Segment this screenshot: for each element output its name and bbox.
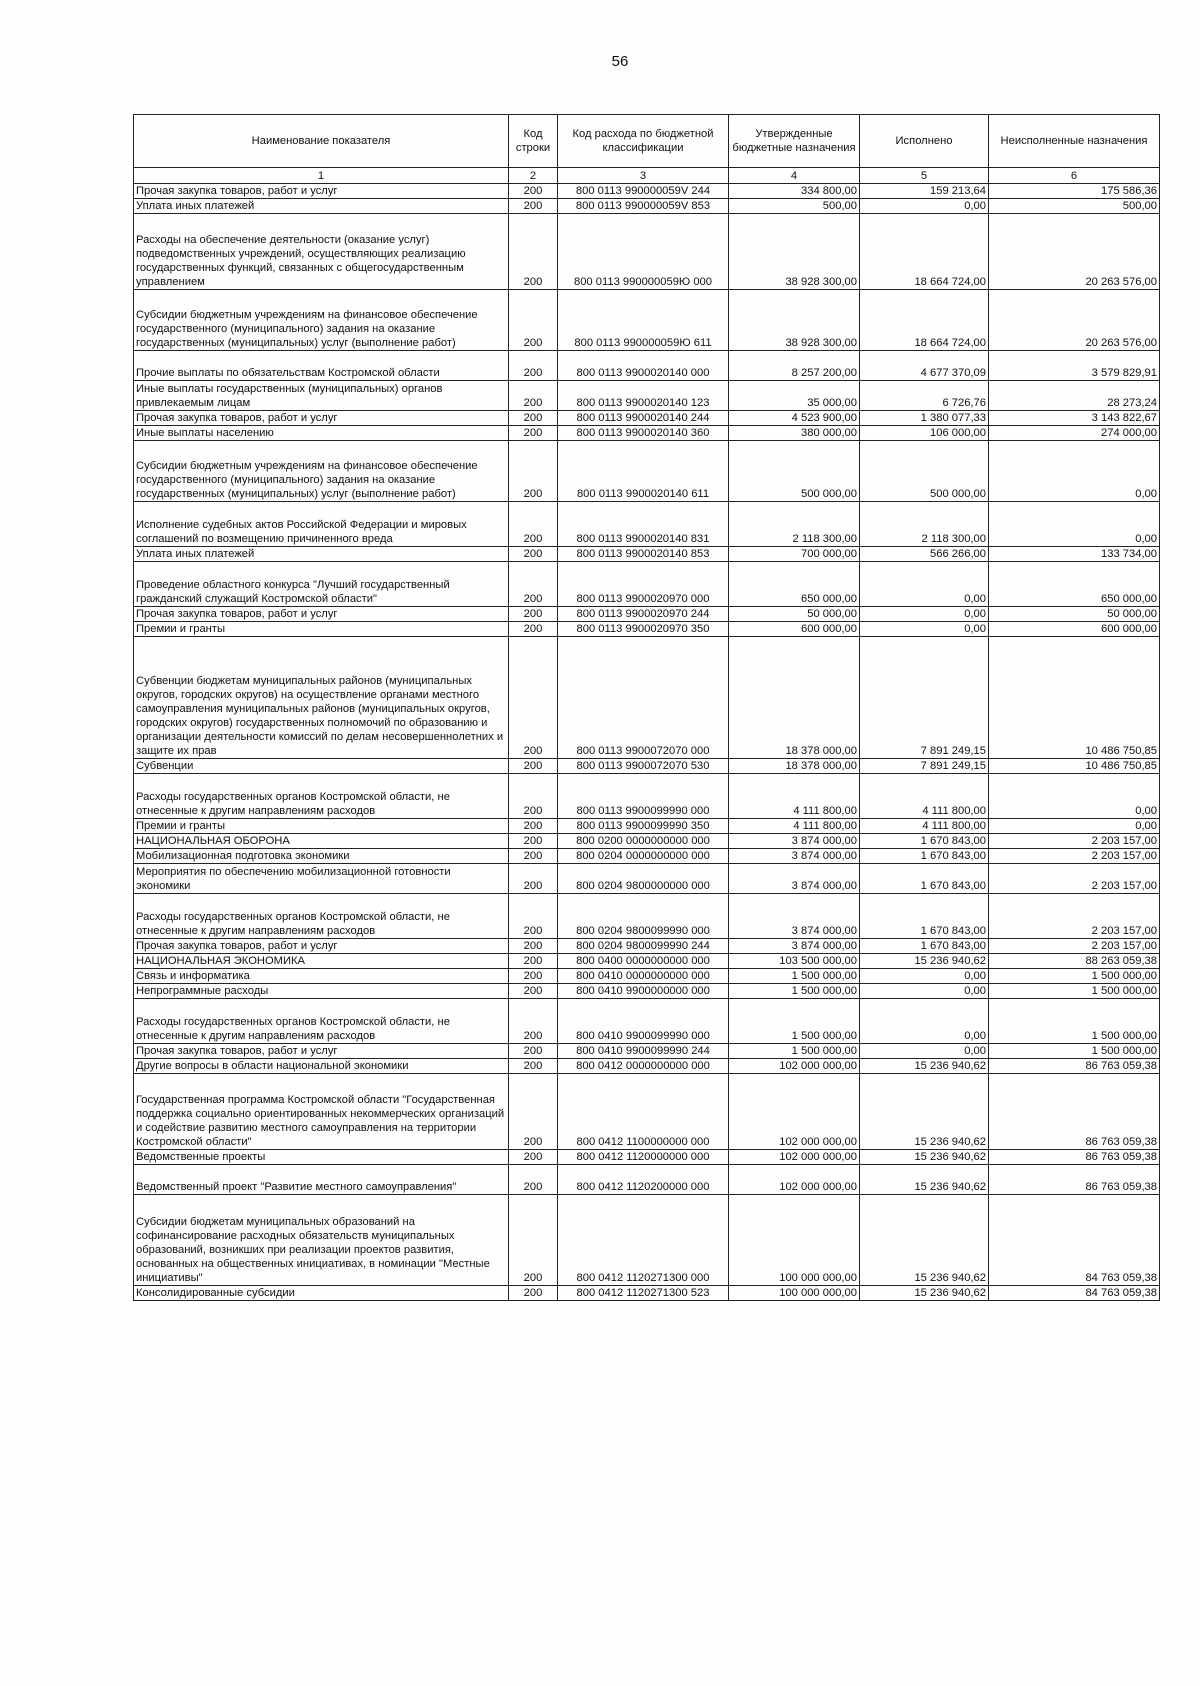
column-number-row [134, 168, 1160, 184]
row-name: Иные выплаты населению [134, 426, 509, 441]
table-row [134, 969, 1160, 984]
row-name: Прочие выплаты по обязательствам Костромской области [134, 351, 509, 381]
row-budget-code: 800 0204 9800000000 000 [558, 864, 729, 894]
table-row [134, 502, 1160, 547]
table-row [134, 622, 1160, 637]
row-unexecuted: 20 263 576,00 [989, 214, 1160, 290]
header-executed: Исполнено [860, 115, 989, 168]
row-budget-code: 800 0113 9900020140 000 [558, 351, 729, 381]
row-approved: 4 523 900,00 [729, 411, 860, 426]
table-row [134, 894, 1160, 939]
row-approved: 102 000 000,00 [729, 1059, 860, 1074]
table-row [134, 637, 1160, 759]
row-line-code: 200 [509, 954, 558, 969]
row-unexecuted: 84 763 059,38 [989, 1286, 1160, 1301]
row-name: Прочая закупка товаров, работ и услуг [134, 607, 509, 622]
row-line-code: 200 [509, 774, 558, 819]
row-unexecuted: 2 203 157,00 [989, 834, 1160, 849]
row-line-code: 200 [509, 1044, 558, 1059]
row-name: Расходы государственных органов Костромской области, не отнесенные к другим направлениям расходов [134, 774, 509, 819]
table-row [134, 819, 1160, 834]
budget-execution-table [133, 114, 1160, 1301]
row-executed: 1 670 843,00 [860, 849, 989, 864]
row-line-code: 200 [509, 864, 558, 894]
row-name: Государственная программа Костромской области "Государственная поддержка социально ориентированных некоммерческих организаций и содействие развитию местного самоуправления на территории Костромской области" [134, 1074, 509, 1150]
row-unexecuted: 500,00 [989, 199, 1160, 214]
column-number: 3 [558, 168, 729, 184]
header-line-code: Код строки [509, 115, 558, 168]
row-budget-code: 800 0113 9900020970 244 [558, 607, 729, 622]
table-row [134, 774, 1160, 819]
table-row [134, 1195, 1160, 1286]
row-unexecuted: 84 763 059,38 [989, 1195, 1160, 1286]
row-name: Прочая закупка товаров, работ и услуг [134, 184, 509, 199]
row-executed: 106 000,00 [860, 426, 989, 441]
row-executed: 4 677 370,09 [860, 351, 989, 381]
row-unexecuted: 1 500 000,00 [989, 1044, 1160, 1059]
row-name: Связь и информатика [134, 969, 509, 984]
row-executed: 4 111 800,00 [860, 819, 989, 834]
row-line-code: 200 [509, 381, 558, 411]
row-executed: 1 670 843,00 [860, 939, 989, 954]
row-budget-code: 800 0113 990000059V 244 [558, 184, 729, 199]
row-unexecuted: 86 763 059,38 [989, 1150, 1160, 1165]
row-name: Иные выплаты государственных (муниципальных) органов привлекаемым лицам [134, 381, 509, 411]
row-approved: 3 874 000,00 [729, 849, 860, 864]
column-number: 4 [729, 168, 860, 184]
table-row [134, 759, 1160, 774]
row-budget-code: 800 0113 9900072070 530 [558, 759, 729, 774]
row-approved: 3 874 000,00 [729, 939, 860, 954]
row-line-code: 200 [509, 1286, 558, 1301]
column-number: 1 [134, 168, 509, 184]
row-executed: 0,00 [860, 607, 989, 622]
table-row [134, 547, 1160, 562]
row-approved: 102 000 000,00 [729, 1074, 860, 1150]
row-line-code: 200 [509, 290, 558, 351]
row-name: НАЦИОНАЛЬНАЯ ОБОРОНА [134, 834, 509, 849]
row-executed: 0,00 [860, 199, 989, 214]
row-line-code: 200 [509, 999, 558, 1044]
report-sheet [133, 114, 1160, 1301]
table-row [134, 1074, 1160, 1150]
row-line-code: 200 [509, 1165, 558, 1195]
row-line-code: 200 [509, 939, 558, 954]
row-name: Проведение областного конкурса "Лучший государственный гражданский служащий Костромской области" [134, 562, 509, 607]
row-executed: 15 236 940,62 [860, 1286, 989, 1301]
row-unexecuted: 0,00 [989, 819, 1160, 834]
row-approved: 8 257 200,00 [729, 351, 860, 381]
row-executed: 0,00 [860, 562, 989, 607]
row-name: Прочая закупка товаров, работ и услуг [134, 411, 509, 426]
row-budget-code: 800 0410 9900099990 244 [558, 1044, 729, 1059]
row-executed: 0,00 [860, 969, 989, 984]
row-budget-code: 800 0204 0000000000 000 [558, 849, 729, 864]
row-line-code: 200 [509, 441, 558, 502]
row-executed: 7 891 249,15 [860, 759, 989, 774]
row-name: Исполнение судебных актов Российской Федерации и мировых соглашений по возмещению причиненного вреда [134, 502, 509, 547]
row-line-code: 200 [509, 411, 558, 426]
row-unexecuted: 2 203 157,00 [989, 939, 1160, 954]
row-unexecuted: 10 486 750,85 [989, 637, 1160, 759]
row-budget-code: 800 0113 9900020140 123 [558, 381, 729, 411]
page-number: 56 [611, 53, 629, 70]
row-name: Субвенции бюджетам муниципальных районов (муниципальных округов, городских округов) на осуществление органами местного самоуправления муниципальных районов (муниципальных округов, городских округов) государственных полномочий по образованию и организации деятельности комиссий по делам несовершеннолетних и защите их прав [134, 637, 509, 759]
row-name: Мероприятия по обеспечению мобилизационной готовности экономики [134, 864, 509, 894]
row-budget-code: 800 0113 990000059Ю 000 [558, 214, 729, 290]
table-body [134, 184, 1160, 1301]
row-line-code: 200 [509, 547, 558, 562]
table-row [134, 864, 1160, 894]
row-unexecuted: 133 734,00 [989, 547, 1160, 562]
header-name: Наименование показателя [134, 115, 509, 168]
row-unexecuted: 650 000,00 [989, 562, 1160, 607]
row-budget-code: 800 0412 1120200000 000 [558, 1165, 729, 1195]
row-approved: 1 500 000,00 [729, 984, 860, 999]
table-row [134, 411, 1160, 426]
row-line-code: 200 [509, 562, 558, 607]
row-line-code: 200 [509, 894, 558, 939]
row-executed: 15 236 940,62 [860, 1150, 989, 1165]
row-unexecuted: 3 143 822,67 [989, 411, 1160, 426]
row-name: НАЦИОНАЛЬНАЯ ЭКОНОМИКА [134, 954, 509, 969]
row-unexecuted: 175 586,36 [989, 184, 1160, 199]
row-budget-code: 800 0113 9900020140 853 [558, 547, 729, 562]
row-line-code: 200 [509, 351, 558, 381]
row-budget-code: 800 0412 1100000000 000 [558, 1074, 729, 1150]
row-executed: 15 236 940,62 [860, 1074, 989, 1150]
row-budget-code: 800 0113 9900020140 611 [558, 441, 729, 502]
row-approved: 50 000,00 [729, 607, 860, 622]
row-line-code: 200 [509, 969, 558, 984]
row-approved: 334 800,00 [729, 184, 860, 199]
row-line-code: 200 [509, 214, 558, 290]
row-budget-code: 800 0113 9900020970 000 [558, 562, 729, 607]
row-unexecuted: 1 500 000,00 [989, 969, 1160, 984]
table-row [134, 381, 1160, 411]
row-approved: 1 500 000,00 [729, 969, 860, 984]
row-unexecuted: 1 500 000,00 [989, 984, 1160, 999]
row-approved: 102 000 000,00 [729, 1150, 860, 1165]
row-approved: 4 111 800,00 [729, 774, 860, 819]
row-budget-code: 800 0113 9900020140 360 [558, 426, 729, 441]
row-unexecuted: 600 000,00 [989, 622, 1160, 637]
row-executed: 0,00 [860, 999, 989, 1044]
row-executed: 0,00 [860, 622, 989, 637]
row-line-code: 200 [509, 199, 558, 214]
row-approved: 380 000,00 [729, 426, 860, 441]
row-budget-code: 800 0410 9900000000 000 [558, 984, 729, 999]
row-executed: 2 118 300,00 [860, 502, 989, 547]
row-executed: 6 726,76 [860, 381, 989, 411]
column-number: 2 [509, 168, 558, 184]
row-approved: 38 928 300,00 [729, 214, 860, 290]
row-budget-code: 800 0412 0000000000 000 [558, 1059, 729, 1074]
row-budget-code: 800 0410 9900099990 000 [558, 999, 729, 1044]
row-name: Уплата иных платежей [134, 547, 509, 562]
row-line-code: 200 [509, 1059, 558, 1074]
row-name: Субвенции [134, 759, 509, 774]
row-line-code: 200 [509, 1150, 558, 1165]
row-name: Субсидии бюджетным учреждениям на финансовое обеспечение государственного (муниципального) задания на оказание государственных (муниципальных) услуг (выполнение работ) [134, 290, 509, 351]
row-unexecuted: 20 263 576,00 [989, 290, 1160, 351]
row-approved: 100 000 000,00 [729, 1286, 860, 1301]
row-unexecuted: 1 500 000,00 [989, 999, 1160, 1044]
row-unexecuted: 2 203 157,00 [989, 849, 1160, 864]
row-executed: 1 670 843,00 [860, 834, 989, 849]
row-line-code: 200 [509, 819, 558, 834]
row-name: Другие вопросы в области национальной экономики [134, 1059, 509, 1074]
row-name: Премии и гранты [134, 622, 509, 637]
table-row [134, 939, 1160, 954]
row-approved: 600 000,00 [729, 622, 860, 637]
row-line-code: 200 [509, 759, 558, 774]
row-approved: 1 500 000,00 [729, 1044, 860, 1059]
row-line-code: 200 [509, 184, 558, 199]
table-header-row [134, 115, 1160, 168]
table-row [134, 426, 1160, 441]
row-name: Консолидированные субсидии [134, 1286, 509, 1301]
row-executed: 1 670 843,00 [860, 864, 989, 894]
row-name: Премии и гранты [134, 819, 509, 834]
table-row [134, 1286, 1160, 1301]
table-row [134, 1165, 1160, 1195]
table-row [134, 849, 1160, 864]
row-unexecuted: 86 763 059,38 [989, 1074, 1160, 1150]
row-budget-code: 800 0113 9900020140 831 [558, 502, 729, 547]
row-name: Прочая закупка товаров, работ и услуг [134, 939, 509, 954]
row-name: Непрограммные расходы [134, 984, 509, 999]
row-executed: 15 236 940,62 [860, 1165, 989, 1195]
row-unexecuted: 0,00 [989, 774, 1160, 819]
row-line-code: 200 [509, 607, 558, 622]
table-row [134, 351, 1160, 381]
row-budget-code: 800 0400 0000000000 000 [558, 954, 729, 969]
row-approved: 4 111 800,00 [729, 819, 860, 834]
row-approved: 3 874 000,00 [729, 864, 860, 894]
column-number: 5 [860, 168, 989, 184]
row-unexecuted: 86 763 059,38 [989, 1059, 1160, 1074]
row-line-code: 200 [509, 834, 558, 849]
row-approved: 102 000 000,00 [729, 1165, 860, 1195]
row-unexecuted: 2 203 157,00 [989, 894, 1160, 939]
row-unexecuted: 28 273,24 [989, 381, 1160, 411]
row-line-code: 200 [509, 622, 558, 637]
row-line-code: 200 [509, 502, 558, 547]
row-approved: 2 118 300,00 [729, 502, 860, 547]
row-budget-code: 800 0200 0000000000 000 [558, 834, 729, 849]
table-row [134, 834, 1160, 849]
row-unexecuted: 0,00 [989, 441, 1160, 502]
row-approved: 1 500 000,00 [729, 999, 860, 1044]
row-unexecuted: 10 486 750,85 [989, 759, 1160, 774]
row-line-code: 200 [509, 1074, 558, 1150]
row-approved: 100 000 000,00 [729, 1195, 860, 1286]
row-approved: 3 874 000,00 [729, 834, 860, 849]
row-unexecuted: 2 203 157,00 [989, 864, 1160, 894]
header-budget-code: Код расхода по бюджетной классификации [558, 115, 729, 168]
row-approved: 3 874 000,00 [729, 894, 860, 939]
row-approved: 700 000,00 [729, 547, 860, 562]
table-row [134, 562, 1160, 607]
row-budget-code: 800 0113 9900020970 350 [558, 622, 729, 637]
row-executed: 7 891 249,15 [860, 637, 989, 759]
row-executed: 1 670 843,00 [860, 894, 989, 939]
row-unexecuted: 86 763 059,38 [989, 1165, 1160, 1195]
header-unexecuted: Неисполненные назначения [989, 115, 1160, 168]
row-approved: 18 378 000,00 [729, 759, 860, 774]
row-budget-code: 800 0113 990000059Ю 611 [558, 290, 729, 351]
row-name: Расходы государственных органов Костромской области, не отнесенные к другим направлениям расходов [134, 999, 509, 1044]
row-budget-code: 800 0113 990000059V 853 [558, 199, 729, 214]
row-name: Расходы на обеспечение деятельности (оказание услуг) подведомственных учреждений, осуществляющих реализацию государственных функций, связанных с общегосударственным управлением [134, 214, 509, 290]
table-row [134, 214, 1160, 290]
row-approved: 38 928 300,00 [729, 290, 860, 351]
row-line-code: 200 [509, 426, 558, 441]
row-approved: 650 000,00 [729, 562, 860, 607]
row-name: Субсидии бюджетным учреждениям на финансовое обеспечение государственного (муниципального) задания на оказание государственных (муниципальных) услуг (выполнение работ) [134, 441, 509, 502]
row-executed: 0,00 [860, 1044, 989, 1059]
row-name: Ведомственные проекты [134, 1150, 509, 1165]
table-row [134, 1044, 1160, 1059]
row-name: Уплата иных платежей [134, 199, 509, 214]
table-row [134, 1150, 1160, 1165]
row-executed: 566 266,00 [860, 547, 989, 562]
row-unexecuted: 3 579 829,91 [989, 351, 1160, 381]
row-name: Субсидии бюджетам муниципальных образований на софинансирование расходных обязательств муниципальных образований, возникших при реализации проектов развития, основанных на общественных инициативах, в номинации "Местные инициативы" [134, 1195, 509, 1286]
row-line-code: 200 [509, 637, 558, 759]
row-name: Мобилизационная подготовка экономики [134, 849, 509, 864]
row-budget-code: 800 0113 9900099990 350 [558, 819, 729, 834]
row-executed: 18 664 724,00 [860, 290, 989, 351]
row-approved: 500,00 [729, 199, 860, 214]
row-executed: 15 236 940,62 [860, 1195, 989, 1286]
row-executed: 1 380 077,33 [860, 411, 989, 426]
row-executed: 159 213,64 [860, 184, 989, 199]
row-budget-code: 800 0412 1120271300 000 [558, 1195, 729, 1286]
row-budget-code: 800 0113 9900072070 000 [558, 637, 729, 759]
row-approved: 35 000,00 [729, 381, 860, 411]
row-executed: 18 664 724,00 [860, 214, 989, 290]
row-budget-code: 800 0412 1120271300 523 [558, 1286, 729, 1301]
row-unexecuted: 88 263 059,38 [989, 954, 1160, 969]
table-row [134, 607, 1160, 622]
row-line-code: 200 [509, 849, 558, 864]
row-budget-code: 800 0113 9900099990 000 [558, 774, 729, 819]
row-budget-code: 800 0410 0000000000 000 [558, 969, 729, 984]
row-name: Прочая закупка товаров, работ и услуг [134, 1044, 509, 1059]
row-budget-code: 800 0204 9800099990 000 [558, 894, 729, 939]
row-name: Ведомственный проект "Развитие местного самоуправления" [134, 1165, 509, 1195]
table-row [134, 184, 1160, 199]
header-approved: Утвержденные бюджетные назначения [729, 115, 860, 168]
row-executed: 15 236 940,62 [860, 1059, 989, 1074]
row-line-code: 200 [509, 984, 558, 999]
table-row [134, 199, 1160, 214]
row-budget-code: 800 0204 9800099990 244 [558, 939, 729, 954]
table-row [134, 984, 1160, 999]
row-unexecuted: 274 000,00 [989, 426, 1160, 441]
column-number: 6 [989, 168, 1160, 184]
row-unexecuted: 0,00 [989, 502, 1160, 547]
row-budget-code: 800 0113 9900020140 244 [558, 411, 729, 426]
row-budget-code: 800 0412 1120000000 000 [558, 1150, 729, 1165]
row-executed: 500 000,00 [860, 441, 989, 502]
table-row [134, 1059, 1160, 1074]
table-row [134, 290, 1160, 351]
row-line-code: 200 [509, 1195, 558, 1286]
table-row [134, 954, 1160, 969]
row-approved: 500 000,00 [729, 441, 860, 502]
row-name: Расходы государственных органов Костромской области, не отнесенные к другим направлениям расходов [134, 894, 509, 939]
table-row [134, 999, 1160, 1044]
row-approved: 103 500 000,00 [729, 954, 860, 969]
row-unexecuted: 50 000,00 [989, 607, 1160, 622]
table-row [134, 441, 1160, 502]
row-executed: 4 111 800,00 [860, 774, 989, 819]
row-executed: 15 236 940,62 [860, 954, 989, 969]
row-approved: 18 378 000,00 [729, 637, 860, 759]
row-executed: 0,00 [860, 984, 989, 999]
